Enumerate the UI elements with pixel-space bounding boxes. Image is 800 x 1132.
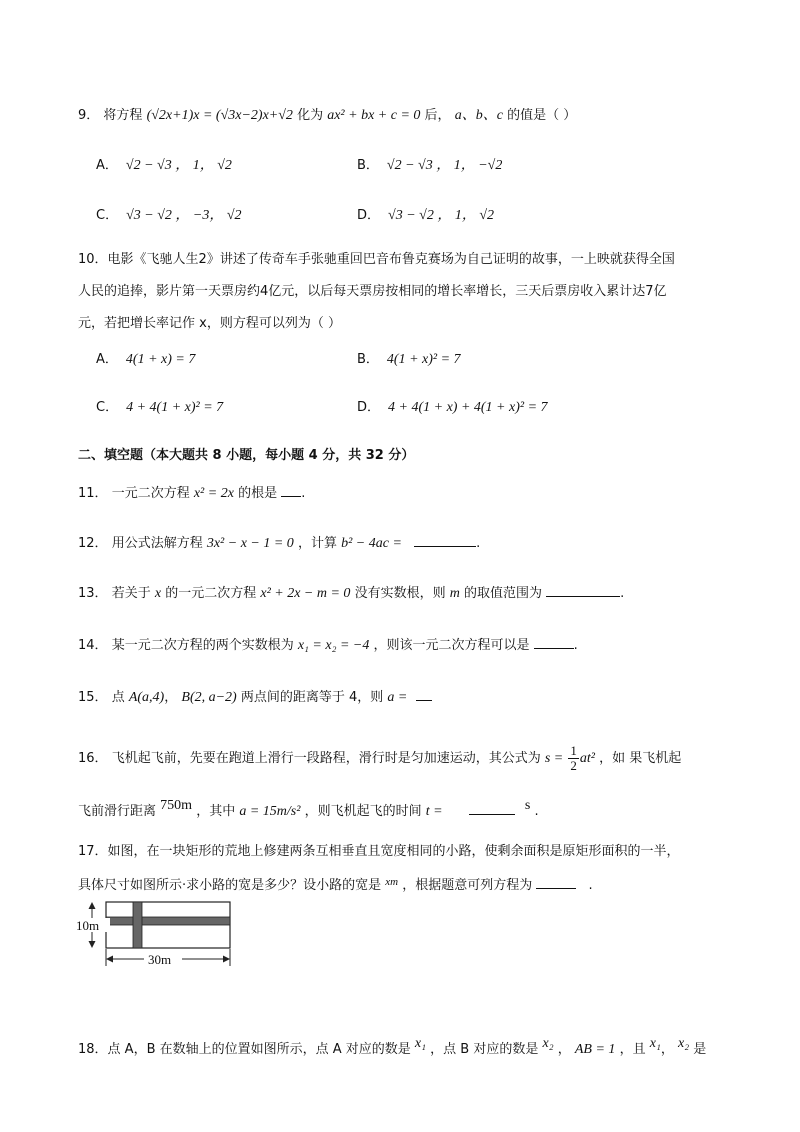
horizontal-path bbox=[106, 917, 230, 925]
option-value: 4(1 + x) = 7 bbox=[125, 352, 196, 367]
q17-line-2 bbox=[78, 872, 593, 896]
q12-text-mid: ，计算 bbox=[297, 536, 337, 551]
q18-text-mid: ，点 B 对应的数是 bbox=[430, 1042, 539, 1057]
option-label: A． bbox=[96, 352, 118, 367]
q13-text-mid2: 没有实数根，则 bbox=[354, 586, 446, 601]
option-value: √2 − √3 ， 1， −√2 bbox=[386, 158, 503, 173]
q13-equation: x² + 2x − m = 0 bbox=[260, 586, 351, 601]
q14-roots: x₁ = x₂ = −4 bbox=[297, 638, 370, 653]
q16-time-var: t = bbox=[425, 804, 443, 819]
q14-text-pre: 某一元二次方程的两个实数根为 bbox=[111, 638, 294, 653]
q12-text-pre: 用公式法解方程 bbox=[111, 536, 203, 551]
q14-number: 14． bbox=[78, 638, 108, 653]
q18-text-post: ，且 bbox=[619, 1042, 646, 1057]
q9-option-d[interactable] bbox=[357, 206, 494, 226]
option-value: √3 − √2 ， 1， √2 bbox=[388, 208, 495, 223]
q10-line-3: 元，若把增长率记作 x，则方程可以列为（ ） bbox=[78, 316, 341, 331]
q16-frac-den: 2 bbox=[570, 758, 577, 773]
q12-line bbox=[78, 534, 480, 554]
q10-option-b[interactable] bbox=[357, 350, 461, 370]
q9-text-mid: 化为 bbox=[297, 108, 324, 123]
q15-separator: ， bbox=[164, 690, 178, 705]
q18-x2: x₂ bbox=[542, 1036, 554, 1051]
q18-x2b: x₂ bbox=[677, 1036, 690, 1051]
q16-line-2 bbox=[78, 796, 539, 822]
q13-text-pre: 若关于 bbox=[111, 586, 151, 601]
q13-line bbox=[78, 584, 624, 604]
q18-x1b: x₁ bbox=[649, 1036, 661, 1051]
q9-option-c[interactable] bbox=[96, 206, 242, 226]
q17-l2-pre: 具体尺寸如图所示·求小路的宽是多少？设小路的宽是 bbox=[78, 878, 382, 893]
q9-text-pre: 将方程 bbox=[103, 108, 143, 123]
option-value: √2 − √3 ， 1， √2 bbox=[125, 158, 232, 173]
q16-l2-mid: ，其中 bbox=[196, 804, 236, 819]
q18-comma: ， bbox=[557, 1042, 571, 1057]
q15-answer-blank[interactable] bbox=[416, 688, 432, 701]
q17-end: . bbox=[588, 878, 593, 893]
q16-acceleration: a = 15m/s² bbox=[239, 804, 301, 819]
option-value: 4 + 4(1 + x) + 4(1 + x)² = 7 bbox=[388, 400, 548, 415]
q17-answer-blank[interactable] bbox=[536, 876, 576, 889]
q16-line-1 bbox=[78, 744, 681, 773]
q12-discriminant: b² − 4ac = bbox=[341, 536, 402, 551]
section-heading bbox=[78, 446, 414, 466]
q11-number: 11． bbox=[78, 486, 108, 501]
q14-text-post: ，则该一元二次方程可以是 bbox=[373, 638, 530, 653]
q9-standard-form: ax² + bx + c = 0 bbox=[327, 108, 421, 123]
q18-end: 是 bbox=[693, 1042, 707, 1057]
q12-equation: 3x² − x − 1 = 0 bbox=[206, 536, 294, 551]
q11-line bbox=[78, 484, 305, 504]
q16-formula-left: s = bbox=[544, 751, 564, 766]
option-label: C． bbox=[96, 208, 119, 223]
q12-answer-blank[interactable] bbox=[414, 534, 476, 547]
q13-var-m: m bbox=[449, 586, 460, 601]
q9-vars: a、b、c bbox=[454, 108, 503, 123]
q15-answer-var: a = bbox=[387, 690, 408, 705]
q16-number: 16． bbox=[78, 751, 108, 766]
q16-answer-blank[interactable] bbox=[469, 802, 515, 815]
option-label: B． bbox=[357, 158, 379, 173]
q16-text-post: ，如 果飞机起 bbox=[599, 751, 682, 766]
width-arrowhead-right bbox=[223, 956, 230, 963]
q13-end: . bbox=[620, 586, 625, 601]
width-label: 30m bbox=[148, 952, 172, 967]
q13-text-mid: 的一元二次方程 bbox=[165, 586, 257, 601]
q9-option-a[interactable] bbox=[96, 156, 232, 176]
q18-text-pre: 18．点 A，B 在数轴上的位置如图所示，点 A 对应的数是 bbox=[78, 1042, 411, 1057]
q15-point-b: B(2, a−2) bbox=[181, 690, 237, 705]
section-note: （本大题共 8 小题，每小题 4 分，共 32 分） bbox=[143, 448, 415, 463]
q10-line-2: 人民的追捧，影片第一天票房约4亿元，以后每天票房按相同的增长率增长，三天后票房收入累计达7亿 bbox=[78, 284, 667, 299]
q15-point-a: A(a,4) bbox=[128, 690, 165, 705]
height-arrow-bottom bbox=[89, 941, 96, 948]
q14-answer-blank[interactable] bbox=[534, 636, 574, 649]
q17-figure bbox=[72, 900, 242, 970]
option-value: 4(1 + x)² = 7 bbox=[386, 352, 461, 367]
q16-end: . bbox=[534, 804, 539, 819]
width-arrowhead-left bbox=[106, 956, 113, 963]
option-label: C． bbox=[96, 400, 119, 415]
q15-text-post: 两点间的距离等于 4，则 bbox=[240, 690, 384, 705]
q10-option-a[interactable] bbox=[96, 350, 195, 370]
q18-x1: x₁ bbox=[414, 1036, 427, 1051]
option-value: √3 − √2 ， −3， √2 bbox=[126, 208, 242, 223]
q9-equation: (√2x+1)x = (√3x−2)x+√2 bbox=[146, 108, 293, 123]
q18-sep: ， bbox=[660, 1042, 674, 1057]
q16-unit: s bbox=[524, 798, 531, 813]
q16-fraction bbox=[568, 744, 579, 773]
q10-line-1: 10．电影《飞驰人生2》讲述了传奇车手张驰重回巴音布鲁克赛场为自己证明的故事，一上映就获得全国 bbox=[78, 252, 675, 267]
q16-l2-pre: 飞前滑行距离 bbox=[78, 804, 157, 819]
height-label: 10m bbox=[76, 918, 100, 933]
q9-line bbox=[78, 106, 576, 126]
q13-number: 13． bbox=[78, 586, 108, 601]
q9-tail: 的值是（ ） bbox=[507, 108, 577, 123]
q14-end: . bbox=[573, 638, 578, 653]
option-label: D． bbox=[357, 208, 381, 223]
q9-number: 9． bbox=[78, 108, 100, 123]
q10-option-d[interactable] bbox=[357, 398, 548, 418]
q15-text-pre: 点 bbox=[111, 690, 125, 705]
q16-formula-right: at² bbox=[579, 751, 595, 766]
q17-l2-post: ，根据题意可列方程为 bbox=[402, 878, 533, 893]
option-label: D． bbox=[357, 400, 381, 415]
q17-var: xm bbox=[385, 876, 399, 888]
q16-distance: 750m bbox=[160, 798, 193, 813]
q15-line bbox=[78, 688, 432, 708]
vertical-path bbox=[133, 902, 142, 948]
q11-answer-blank[interactable] bbox=[281, 484, 301, 497]
q12-number: 12． bbox=[78, 536, 108, 551]
section-title: 二、填空题 bbox=[78, 448, 144, 463]
q11-text-post: 的根是 bbox=[238, 486, 278, 501]
q9-text-post: 后， bbox=[424, 108, 451, 123]
q12-end: . bbox=[476, 536, 481, 551]
height-arrow-top bbox=[89, 902, 96, 909]
q10-option-c[interactable] bbox=[96, 398, 223, 418]
q18-line bbox=[78, 1034, 706, 1060]
option-value: 4 + 4(1 + x)² = 7 bbox=[126, 400, 224, 415]
q18-ab: AB = 1 bbox=[574, 1042, 616, 1057]
q9-option-b[interactable] bbox=[357, 156, 502, 176]
q17-line-1: 17．如图，在一块矩形的荒地上修建两条互相垂直且宽度相同的小路，使剩余面积是原矩形面积的一半， bbox=[78, 844, 680, 859]
option-label: A． bbox=[96, 158, 118, 173]
q13-text-post: 的取值范围为 bbox=[464, 586, 543, 601]
q16-text-pre: 飞机起飞前，先要在跑道上滑行一段路程，滑行时是匀加速运动，其公式为 bbox=[111, 751, 541, 766]
q11-end: . bbox=[301, 486, 306, 501]
q16-frac-num: 1 bbox=[570, 743, 577, 758]
q15-number: 15． bbox=[78, 690, 108, 705]
q14-line bbox=[78, 636, 578, 656]
q13-answer-blank[interactable] bbox=[546, 584, 620, 597]
q11-equation: x² = 2x bbox=[193, 486, 234, 501]
option-label: B． bbox=[357, 352, 379, 367]
q16-l2-mid2: ，则飞机起飞的时间 bbox=[304, 804, 422, 819]
q11-text-pre: 一元二次方程 bbox=[111, 486, 190, 501]
q13-var-x: x bbox=[154, 586, 162, 601]
